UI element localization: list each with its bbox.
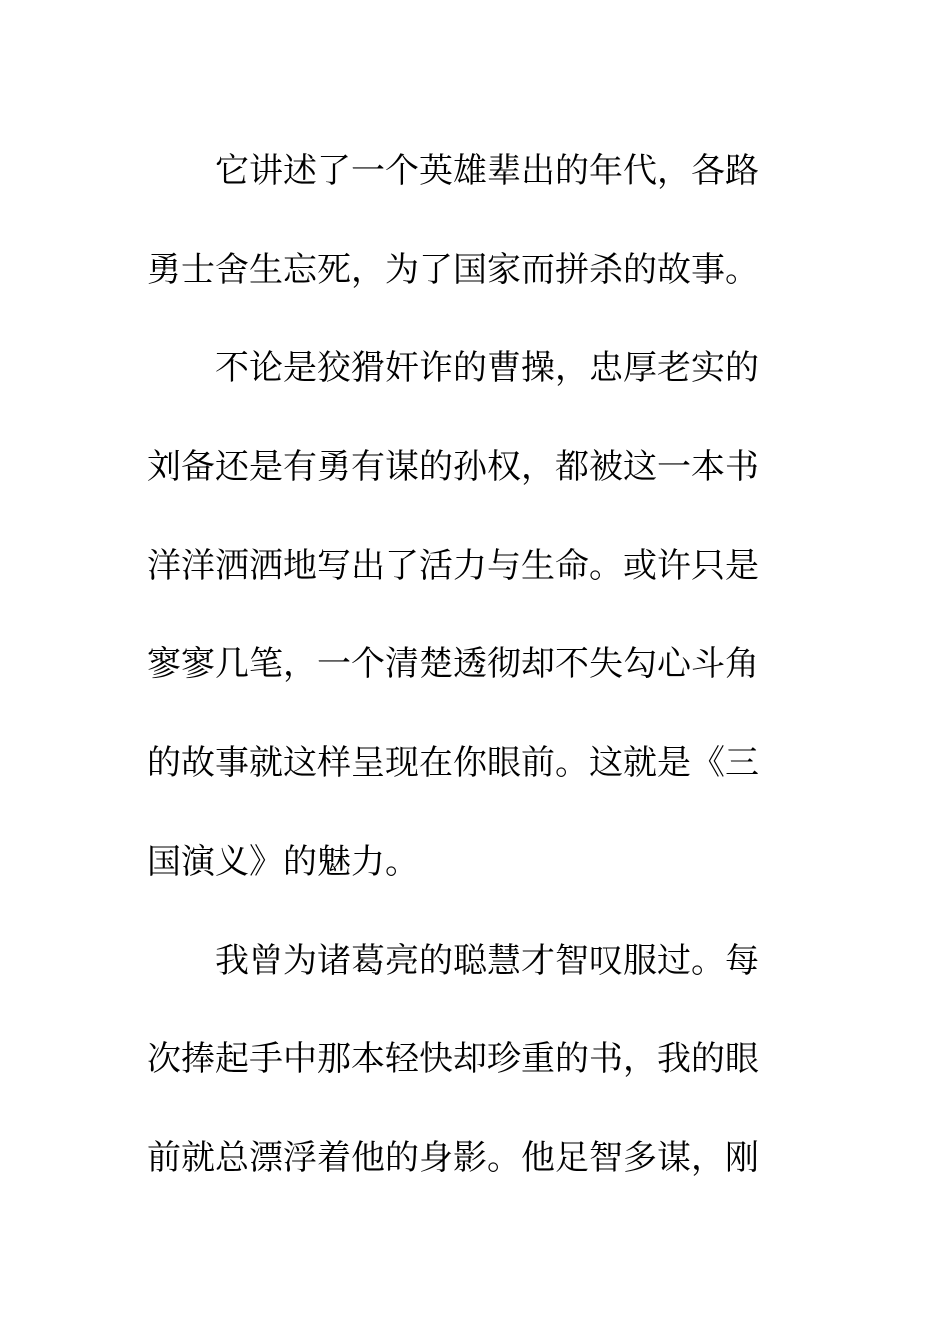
text-line: 国演义》的魅力。: [147, 841, 419, 882]
text-line: 寥寥几笔，一个清楚透彻却不失勾心斗角: [147, 644, 759, 685]
body-text: [147, 122, 787, 1208]
text-line: 刘备还是有勇有谋的孙权，都被这一本书: [147, 447, 759, 488]
text-line: 前就总漂浮着他的身影。他足智多谋，刚: [147, 1137, 759, 1178]
text-line: 的故事就这样呈现在你眼前。这就是《三: [147, 743, 759, 784]
text-line: 洋洋洒洒地写出了活力与生命。或许只是: [147, 545, 759, 586]
text-line: 次捧起手中那本轻快却珍重的书，我的眼: [147, 1039, 759, 1080]
text-line: 不论是狡猾奸诈的曹操，忠厚老实的: [215, 348, 759, 389]
text-line: 我曾为诸葛亮的聪慧才智叹服过。每: [215, 940, 759, 981]
text-line: 它讲述了一个英雄辈出的年代，各路: [215, 151, 759, 191]
text-line: 勇士舍生忘死，为了国家而拼杀的故事。: [147, 249, 759, 290]
